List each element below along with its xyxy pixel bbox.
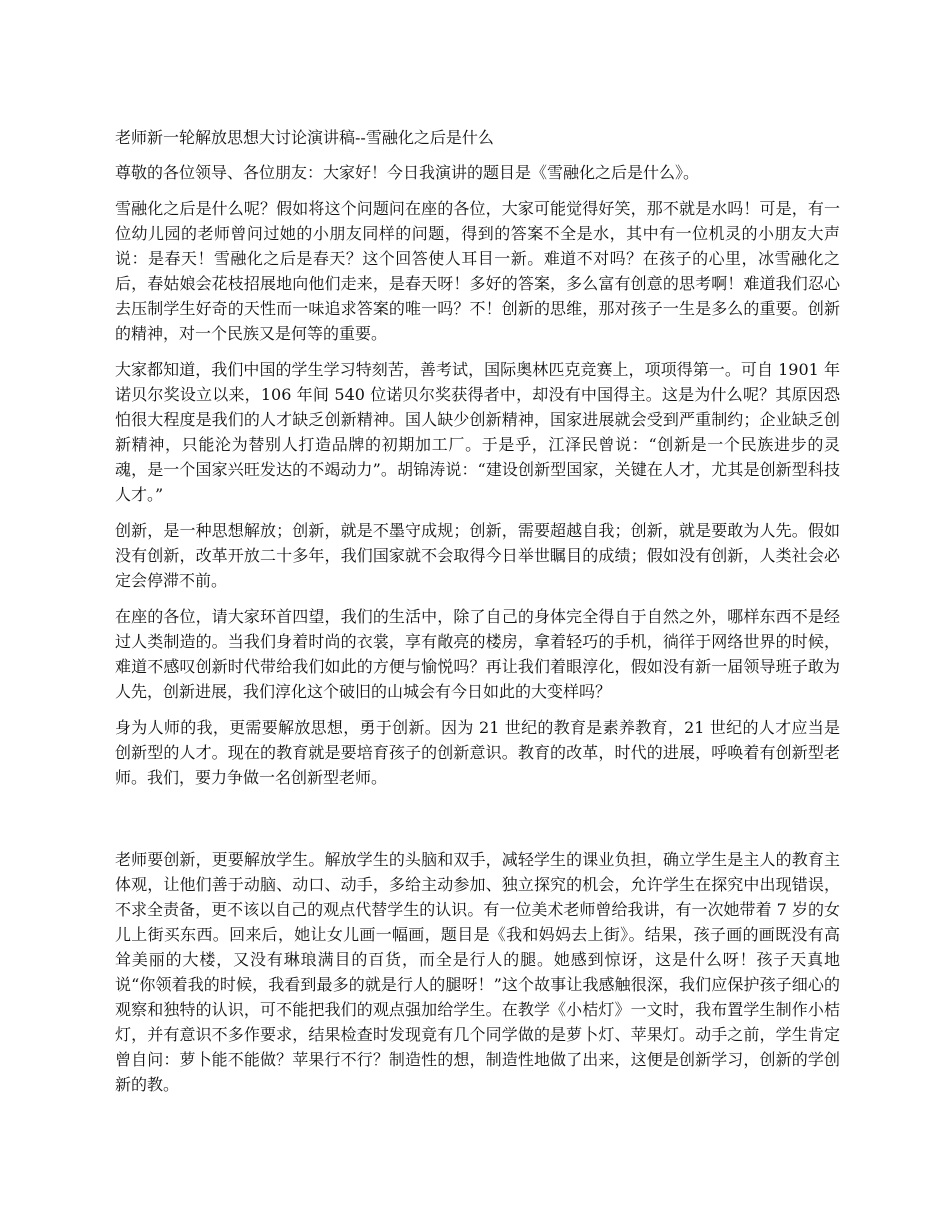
paragraph-teacher-role: 身为人师的我，更需要解放思想，勇于创新。因为 21 世纪的教育是素养教育，21 世纪的人才应当是创新型的人才。现在的教育就是要培育孩子的创新意识。教育的改革，时代的进展，呼唤着有创新型老师。我们，要力争做一名创新型老师。 xyxy=(115,718,840,787)
paragraph-gap xyxy=(115,801,840,847)
paragraph-innovation-definition: 创新，是一种思想解放；创新，就是不墨守成规；创新，需要超越自我；创新，就是要敢为人先。假如没有创新，改革开放二十多年，我们国家就不会取得今日举世瞩目的成绩；假如没有创新，人类社会必定会停滞不前。 xyxy=(115,521,840,590)
paragraph-nobel: 大家都知道，我们中国的学生学习特刻苦，善考试，国际奥林匹克竞赛上，项项得第一。可自 1901 年诺贝尔奖设立以来，106 年间 540 位诺贝尔奖获得者中，却没有中国得主。这是为什么呢？其原因恐怕很大程度是我们的人才缺乏创新精神。国人缺少创新精神，国家进展就会受到严重制约；企业缺乏创新精神，只能沦为替别人打造品牌的初期加工厂。于是乎，江泽民曾说：“创新是一个民族进步的灵魂，是一个国家兴旺发达的不竭动力”。胡锦涛说：“建设创新型国家，关键在人才，尤其是创新型科技人才。” xyxy=(115,360,840,504)
paragraph-greeting: 尊敬的各位领导、各位朋友：大家好！今日我演讲的题目是《雪融化之后是什么》。 xyxy=(115,163,700,182)
paragraph-snow-melt: 雪融化之后是什么呢？假如将这个问题问在座的各位，大家可能觉得好笑，那不就是水吗！可是，有一位幼儿园的老师曾问过她的小朋友同样的问题，得到的答案不全是水，其中有一位机灵的小朋友大声说：是春天！雪融化之后是春天？这个回答使人耳目一新。难道不对吗？在孩子的心里，冰雪融化之后，春姑娘会花枝招展地向他们走来，是春天呀！多好的答案，多么富有创意的思考啊！难道我们忍心去压制学生好奇的天性而一味追求答案的唯一吗？不！创新的思维，那对孩子一生是多么的重要。创新的精神，对一个民族又是何等的重要。 xyxy=(115,199,840,343)
document-page xyxy=(115,125,840,1108)
document-title: 老师新一轮解放思想大讨论演讲稿--雪融化之后是什么 xyxy=(115,128,494,147)
paragraph-daily-life: 在座的各位，请大家环首四望，我们的生活中，除了自己的身体完全得自于自然之外，哪样东西不是经过人类制造的。当我们身着时尚的衣裳，享有敞亮的楼房，拿着轻巧的手机，徜徉于网络世界的时候，难道不感叹创新时代带给我们如此的方便与愉悦吗？再让我们着眼淳化，假如没有新一届领导班子敢为人先，创新进展，我们淳化这个破旧的山城会有今日如此的大变样吗？ xyxy=(115,607,840,701)
paragraph-liberate-students: 老师要创新，更要解放学生。解放学生的头脑和双手，减轻学生的课业负担，确立学生是主人的教育主体观，让他们善于动脑、动口、动手，多给主动参加、独立探究的机会，允许学生在探究中出现错误，不求全责备，更不该以自己的观点代替学生的认识。有一位美术老师曾给我讲，有一次她带着 7 岁的女儿上街买东西。回来后，她让女儿画一幅画，题目是《我和妈妈去上街》。结果，孩子画的画既没有高耸美丽的大楼，又没有琳琅满目的百货，而全是行人的腿。她感到惊讶，这是什么呀！孩子天真地说“你领着我的时候，我看到最多的就是行人的腿呀！”这个故事让我感触很深，我们应保护孩子细心的观察和独特的认识，可不能把我们的观点强加给学生。在教学《小桔灯》一文时，我布置学生制作小桔灯，并有意识不多作要求，结果检查时发现竟有几个同学做的是萝卜灯、苹果灯。动手之前，学生肯定曾自问：萝卜能不能做？苹果行不行？制造性的想，制造性地做了出来，这便是创新学习，创新的学创新的教。 xyxy=(115,850,840,1094)
